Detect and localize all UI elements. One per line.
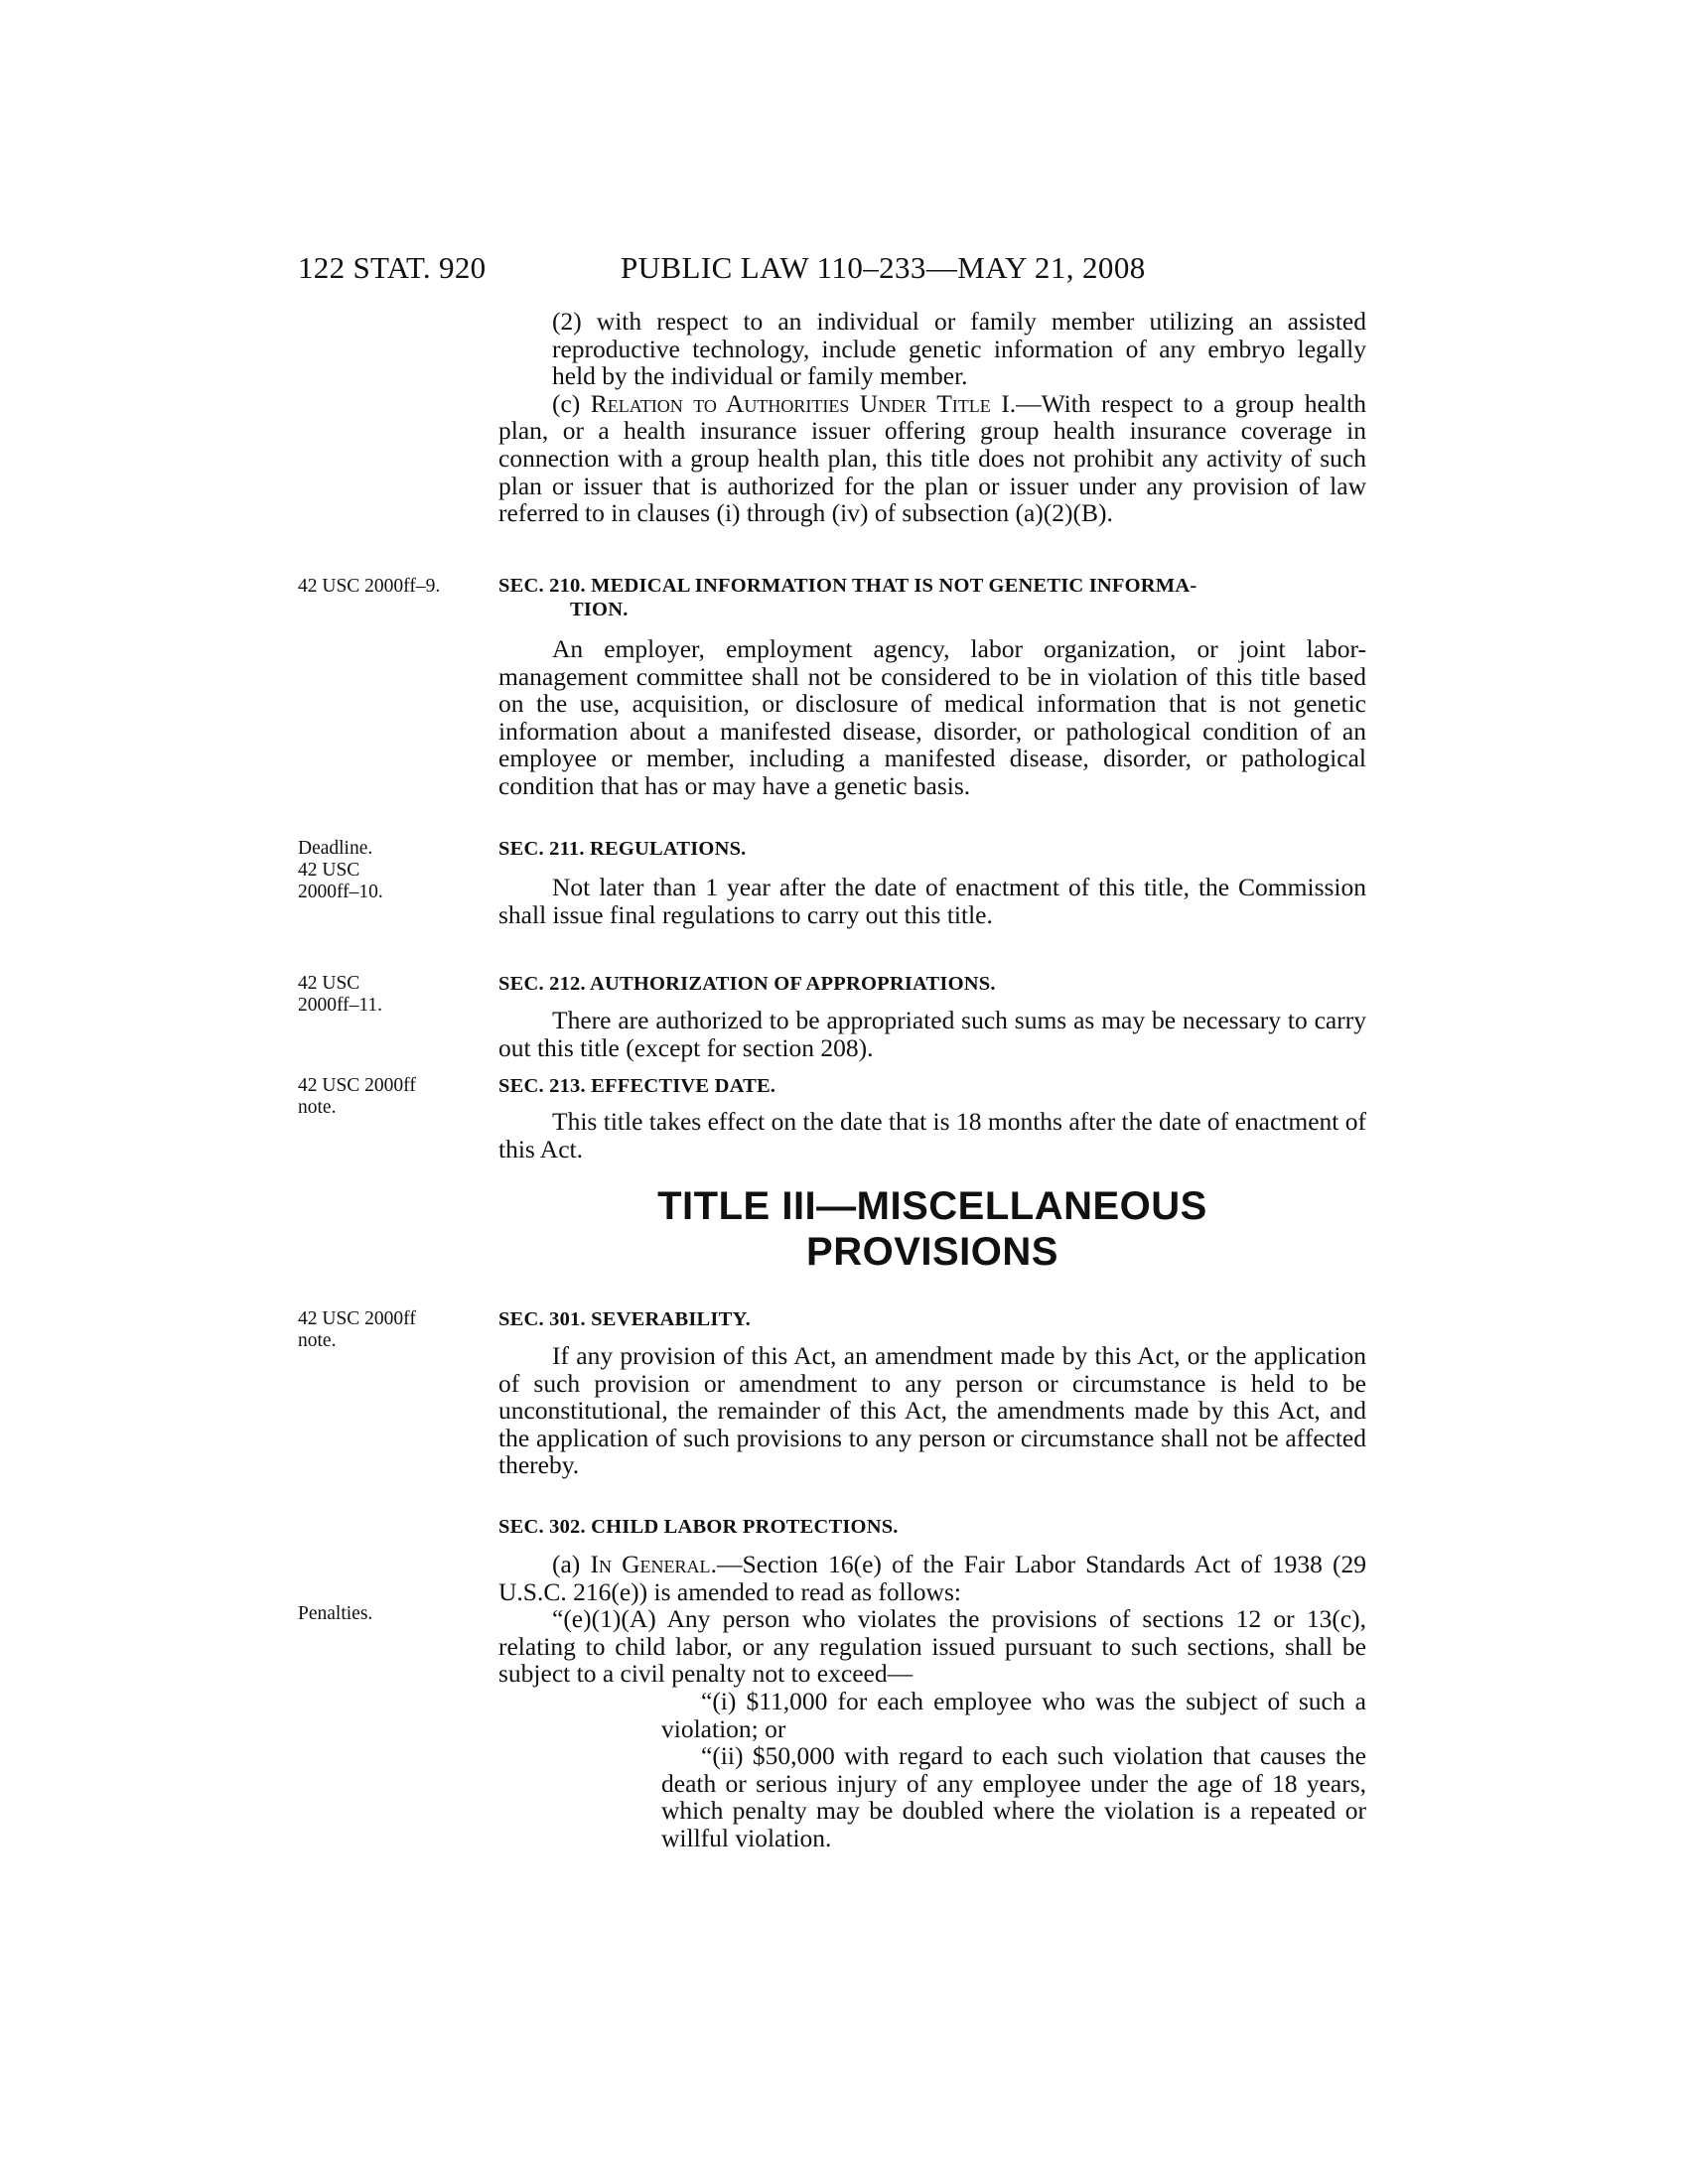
sec-213-body: This title takes effect on the date that is 18 months after the date of enactment of this Act. bbox=[498, 1107, 1366, 1163]
margin-note-penalties: Penalties. bbox=[298, 1603, 373, 1624]
sec-210-heading: SEC. 210. MEDICAL INFORMATION THAT IS NOT GENETIC INFORMA- TION. bbox=[498, 575, 1197, 620]
title-iii-heading: TITLE III—MISCELLANEOUS PROVISIONS bbox=[657, 1184, 1207, 1274]
margin-note-usc-2000ff-note-1: 42 USC 2000ff note. bbox=[298, 1075, 416, 1118]
sec-212-heading: SEC. 212. AUTHORIZATION OF APPROPRIATIONS. bbox=[498, 973, 996, 995]
margin-note-usc-2000ff-note-2: 42 USC 2000ff note. bbox=[298, 1308, 416, 1351]
sec-211-heading: SEC. 211. REGULATIONS. bbox=[498, 838, 747, 860]
sec-302-a-heading: In General bbox=[590, 1550, 711, 1578]
sec-210-body: An employer, employment agency, labor organization, or joint labor-management committee shall not be considered to be in violation of this title based on the use, acquisition, or disclosure of medical information that is not genetic information about a manifested disease, disorder, or pathological condition of an employee or member, including a manifested disease, disorder, or pathological condition that has or may have a genetic basis. bbox=[498, 634, 1366, 800]
sec-302-heading: SEC. 302. CHILD LABOR PROTECTIONS. bbox=[498, 1516, 899, 1538]
sec-302-clauses bbox=[498, 1688, 1366, 1852]
sec-302-e1a: “(e)(1)(A) Any person who violates the provisions of sections 12 or 13(c), relating to child labor, or any regulation issued pursuant to such sections, shall be subject to a civil penalty not to exceed— bbox=[498, 1604, 1366, 1689]
sec-212-body: There are authorized to be appropriated such sums as may be necessary to carry out this title (except for section 208). bbox=[498, 1006, 1366, 1062]
sec-211-body: Not later than 1 year after the date of enactment of this title, the Commission shall issue final regulations to carry out this title. bbox=[498, 873, 1366, 929]
clause-ii: “(ii) $50,000 with regard to each such violation that causes the death or serious injury of any employee under the age of 18 years, which penalty may be doubled where the violation is a repeated or willful violation. bbox=[661, 1741, 1366, 1852]
subsection-c-heading: Relation to Authorities Under Title I bbox=[590, 388, 1010, 418]
paragraph-2: (2) with respect to an individual or family member utilizing an assisted reproductive technology, include genetic information of any embryo legally held by the individual or family member. bbox=[552, 307, 1366, 391]
running-head: PUBLIC LAW 110–233—MAY 21, 2008 bbox=[621, 250, 1146, 285]
sec-302-subsection-a: (a) In General.—Section 16(e) of the Fair Labor Standards Act of 1938 (29 U.S.C. 216(e)) is amended to read as follows: bbox=[498, 1550, 1367, 1606]
sec-302-body bbox=[498, 1551, 1366, 1852]
sec-301-body: If any provision of this Act, an amendment made by this Act, or the application of such provision or amendment to any person or circumstance is held to be unconstitutional, the remainder of this Act, the amendments made by this Act, and the application of such provisions to any person or circumstance shall not be affected thereby. bbox=[498, 1341, 1366, 1480]
sec-301-heading: SEC. 301. SEVERABILITY. bbox=[498, 1308, 751, 1330]
statute-page-reference: 122 STAT. 920 bbox=[298, 250, 487, 285]
sec-213-heading: SEC. 213. EFFECTIVE DATE. bbox=[498, 1075, 776, 1097]
subsection-b-c-block bbox=[498, 308, 1366, 527]
margin-note-deadline: Deadline. 42 USC 2000ff–10. bbox=[298, 838, 383, 902]
margin-note-usc-2000ff-9: 42 USC 2000ff–9. bbox=[298, 576, 441, 597]
clause-i: “(i) $11,000 for each employee who was the subject of such a violation; or bbox=[661, 1686, 1366, 1743]
subsection-c: (c) Relation to Authorities Under Title I.—With respect to a group health plan, or a health insurance issuer offering group health insurance coverage in connection with a group health plan, this title does not prohibit any activity of such plan or issuer that is authorized for the plan or issuer under any provision of law referred to in clauses (i) through (iv) of subsection (a)(2)(B). bbox=[498, 388, 1367, 528]
margin-note-usc-2000ff-11: 42 USC 2000ff–11. bbox=[298, 973, 383, 1016]
